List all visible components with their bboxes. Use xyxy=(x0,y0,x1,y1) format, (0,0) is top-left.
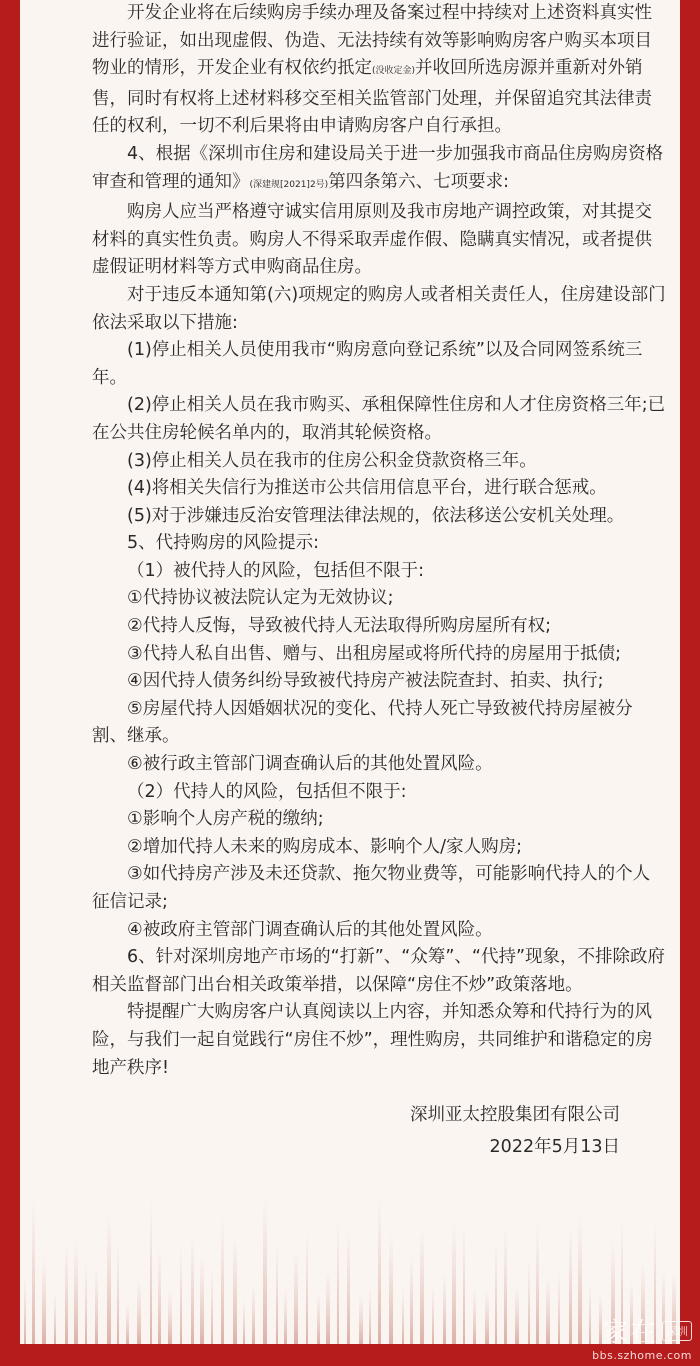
risk-item: ②增加代持人未来的购房成本、影响个人/家人购房; xyxy=(127,836,522,857)
decorative-bar xyxy=(432,1284,434,1344)
paragraph-text: 开发企业将在后续购房手续办理及备案过程中持续对上述资料真实性进行验证，如出现虚假、伪造、无法持续有效等影响购房客户购买本项目物业的情形，开发企业有权依约扺定 xyxy=(92,3,652,79)
decorative-bar xyxy=(107,1214,111,1344)
decorative-bar xyxy=(558,1270,560,1344)
paragraph-buyer-duty: 购房人应当严格遵守诚实信用原则及我市房地产调控政策，对其提交材料的真实性负责。购房人不得采取弄虚作假、隐瞒真实情况，或者提供虚假证明材料等方式申购商品住房。 xyxy=(92,202,652,278)
watermark xyxy=(592,1312,692,1362)
paragraph-reminder: 特提醒广大购房客户认真阅读以上内容，并知悉众筹和代持行为的风险，与我们一起自觉践行“房住不炒”，理性购房，共同维护和谐稳定的房地产秩序! xyxy=(92,1002,653,1078)
paragraph-text: 第四条第六、七项要求: xyxy=(328,171,510,192)
decorative-bar xyxy=(495,1238,497,1344)
decorative-bar xyxy=(200,1253,204,1344)
decorative-bar xyxy=(369,1285,371,1344)
risk-item: ②代持人反悔，导致被代持人无法取得所购房屋所有权; xyxy=(127,616,552,637)
decorative-bar xyxy=(150,1195,152,1344)
decorative-bar xyxy=(420,1224,424,1344)
decorative-bar xyxy=(402,1287,404,1344)
measure-item: (2)停止相关人员在我市购买、承租保障性住房和人才住房资格三年;已在公共住房轮候名单内的，取消其轮候资格。 xyxy=(92,395,666,443)
decorative-bar xyxy=(306,1227,308,1344)
risk-item: ⑥被行政主管部门调查确认后的其他处置风险。 xyxy=(127,754,493,775)
paragraph-measures-intro: 对于违反本通知第(六)项规定的购房人或者相关责任人，住房建设部门依法采取以下措施: xyxy=(92,284,666,333)
decorative-bar xyxy=(485,1289,489,1344)
decorative-bar xyxy=(589,1282,591,1344)
decorative-bar xyxy=(180,1245,182,1344)
decorative-bar xyxy=(515,1284,519,1344)
risk-item: ④因代持人债务纠纷导致被代持房产被法院查封、拍卖、执行; xyxy=(127,671,604,692)
risk-item: ④被政府主管部门调查确认后的其他处置风险。 xyxy=(127,919,493,940)
decorative-bar xyxy=(528,1256,530,1344)
decorative-bar xyxy=(24,1274,26,1344)
risk-item: ③如代持房产涉及未还贷款、拖欠物业费等，可能影响代持人的个人征信记录; xyxy=(92,864,651,912)
decorative-bar xyxy=(263,1194,267,1344)
decorative-bar xyxy=(74,1237,78,1344)
watermark-box: 深圳 xyxy=(662,1321,692,1341)
decorative-bar xyxy=(32,1197,35,1344)
decorative-bars xyxy=(20,1194,680,1344)
decorative-bar xyxy=(546,1276,550,1344)
risk-item: ③代持人私自出售、赠与、出租房屋或将所代持的房屋用于抵债; xyxy=(127,643,622,664)
decorative-bar xyxy=(504,1224,507,1344)
decorative-bar xyxy=(95,1265,98,1344)
risk-item: ①代持协议被法院认定为无效协议; xyxy=(127,588,394,609)
decorative-bar xyxy=(410,1252,413,1344)
paragraph-text: 4、根据《深圳市住房和建设局关于进一步加强我市商品住房购房资格审查和管理的通知》 xyxy=(92,143,664,192)
decorative-bar xyxy=(337,1217,339,1344)
risk-subheading: （1）被代持人的风险，包括但不限于: xyxy=(127,560,425,581)
decorative-bar xyxy=(294,1248,298,1344)
inline-note: (没收定金) xyxy=(372,66,416,77)
decorative-bar xyxy=(326,1269,330,1344)
decorative-bar xyxy=(359,1294,363,1344)
decorative-bar xyxy=(317,1291,320,1344)
company-name: 深圳亚太控股集团有限公司 xyxy=(410,1105,620,1126)
risk-subheading: （2）代持人的风险，包括但不限于: xyxy=(127,781,407,802)
measure-item: (5)对于涉嫌违反治安管理法律法规的，依法移送公安机关处理。 xyxy=(127,505,625,526)
decorative-bar xyxy=(389,1231,393,1344)
decorative-bar xyxy=(126,1302,129,1344)
document-page xyxy=(20,0,680,1344)
decorative-bar xyxy=(443,1270,446,1344)
decorative-bar xyxy=(284,1289,287,1344)
measure-item: (1)停止相关人员使用我市“购房意向登记系统”以及合同网签系统三年。 xyxy=(92,340,643,388)
risk-heading: 5、代持购房的风险提示: xyxy=(127,533,320,554)
measure-item: (4)将相关失信行为推送市公共信用信息平台，进行联合惩戒。 xyxy=(127,478,607,499)
decorative-bar xyxy=(168,1290,172,1344)
decorative-bar xyxy=(347,1226,350,1344)
decorative-bar xyxy=(276,1239,278,1344)
decorative-bar xyxy=(117,1240,119,1344)
decorative-bar xyxy=(137,1278,141,1344)
signature-date: 2022年5月13日 xyxy=(489,1136,620,1157)
decorative-bar xyxy=(42,1255,46,1344)
decorative-bar xyxy=(378,1194,381,1344)
decorative-bar xyxy=(569,1223,572,1344)
decorative-bar xyxy=(536,1221,539,1344)
decorative-bar xyxy=(221,1215,224,1344)
decorative-bar xyxy=(233,1233,237,1344)
risk-item: ⑤房屋代持人因婚姻状况的变化、代持人死亡导致被代持房屋被分割、继承。 xyxy=(92,698,633,747)
measure-item: (3)停止相关人员在我市的住房公积金贷款资格三年。 xyxy=(127,450,537,471)
decorative-bar xyxy=(211,1267,213,1344)
decorative-bar xyxy=(85,1260,87,1344)
watermark-brand: 家在 xyxy=(601,1318,658,1348)
paragraph-policy: 6、针对深圳房地产市场的“打新”、“众筹”、“代持”现象，不排除政府相关监督部门出台相关政策举措，以保障“房住不炒”政策落地。 xyxy=(92,947,666,995)
decorative-bar xyxy=(473,1288,476,1344)
decorative-bar xyxy=(54,1290,56,1344)
decorative-bar xyxy=(463,1220,465,1344)
decorative-bar xyxy=(158,1247,161,1344)
decorative-bar xyxy=(452,1220,456,1344)
decorative-bar xyxy=(578,1214,582,1344)
decorative-bar xyxy=(191,1232,194,1344)
decorative-bar xyxy=(243,1298,245,1344)
paragraph-verification xyxy=(92,0,666,141)
notice-body xyxy=(92,0,666,1165)
paragraph-text: 并收回所选房源并重新对外销售，同时有权将上述材料移交至相关监管部门处理，并保留追究其法律责任的权利，一切不利后果将由申请购房客户自行承担。 xyxy=(92,58,652,137)
signature-block xyxy=(92,1102,666,1161)
decorative-bar xyxy=(65,1241,68,1344)
regulation-number: (深建规[2021]2号) xyxy=(249,179,329,190)
paragraph-regulation xyxy=(92,141,666,199)
decorative-bar xyxy=(252,1282,255,1344)
risk-item: ①影响个人房产税的缴纳; xyxy=(127,809,324,830)
watermark-url: bbs.szhome.com xyxy=(592,1349,692,1362)
